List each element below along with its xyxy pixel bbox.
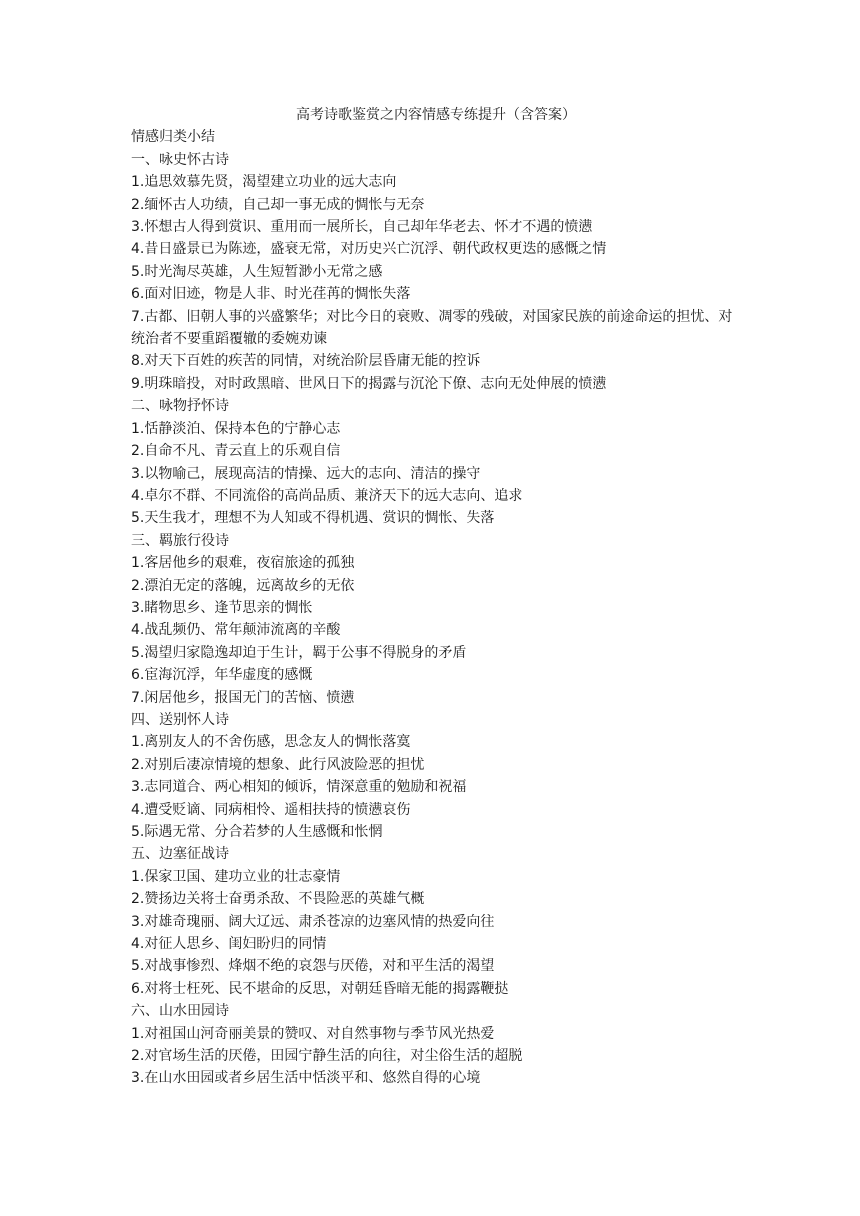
- section-5: [131, 843, 741, 1000]
- section-item: 2.缅怀古人功绩，自己却一事无成的惆怅与无奈: [131, 196, 425, 213]
- section-1: [131, 149, 741, 395]
- section-heading: 四、送别怀人诗: [131, 711, 229, 728]
- section-item: 2.对官场生活的厌倦，田园宁静生活的向往，对尘俗生活的超脱: [131, 1048, 523, 1065]
- section-item: 3.睹物思乡、逢节思亲的惆怅: [131, 599, 313, 616]
- section-item: 1.对祖国山河奇丽美景的赞叹、对自然事物与季节风光热爱: [131, 1025, 495, 1042]
- section-item: 1.客居他乡的艰难，夜宿旅途的孤独: [131, 555, 355, 572]
- section-item: 8.对天下百姓的疾苦的同情，对统治阶层昏庸无能的控诉: [131, 353, 481, 370]
- section-2: [131, 395, 741, 529]
- section-item: 1.追思效慕先贤，渴望建立功业的远大志向: [131, 174, 397, 191]
- section-item: 4.昔日盛景已为陈迹，盛衰无常，对历史兴亡沉浮、朝代政权更迭的感慨之情: [131, 241, 607, 258]
- section-item: 5.天生我才，理想不为人知或不得机遇、赏识的惆怅、失落: [131, 510, 495, 527]
- section-item: 3.志同道合、两心相知的倾诉，情深意重的勉励和祝福: [131, 779, 467, 796]
- document-page: [131, 104, 741, 1090]
- section-item: 4.战乱频仍、常年颠沛流离的辛酸: [131, 622, 341, 639]
- section-heading: 六、山水田园诗: [131, 1003, 229, 1020]
- section-6: [131, 1000, 741, 1090]
- section-item: 2.自命不凡、青云直上的乐观自信: [131, 443, 341, 460]
- section-item: 3.怀想古人得到赏识、重用而一展所长，自己却年华老去、怀才不遇的愤懑: [131, 219, 593, 236]
- section-item: 5.时光淘尽英雄，人生短暂渺小无常之感: [131, 263, 383, 280]
- section-item: 2.赞扬边关将士奋勇杀敌、不畏险恶的英雄气概: [131, 891, 425, 908]
- sections-container: [131, 149, 741, 1090]
- section-item: 3.对雄奇瑰丽、阔大辽远、肃杀苍凉的边塞风情的热爱向往: [131, 913, 495, 930]
- section-4: [131, 709, 741, 843]
- section-item: 2.对别后凄凉情境的想象、此行风波险恶的担忧: [131, 756, 425, 773]
- section-item: 7.古都、旧朝人事的兴盛繁华；对比今日的衰败、凋零的残破，对国家民族的前途命运的担忧、对统治者不要重蹈覆辙的委婉劝谏: [131, 308, 733, 348]
- section-item: 6.宦海沉浮，年华虚度的感慨: [131, 667, 313, 684]
- section-item: 6.对将士枉死、民不堪命的反思，对朝廷昏暗无能的揭露鞭挞: [131, 980, 509, 997]
- section-item: 3.在山水田园或者乡居生活中恬淡平和、悠然自得的心境: [131, 1070, 481, 1087]
- section-item: 7.闲居他乡，报国无门的苦恼、愤懑: [131, 689, 355, 706]
- section-heading: 三、羁旅行役诗: [131, 532, 229, 549]
- section-item: 4.遭受贬谪、同病相怜、遥相扶持的愤懑哀伤: [131, 801, 411, 818]
- section-item: 1.保家卫国、建功立业的壮志豪情: [131, 868, 341, 885]
- section-item: 6.面对旧迹，物是人非、时光荏苒的惆怅失落: [131, 286, 411, 303]
- section-heading: 五、边塞征战诗: [131, 846, 229, 863]
- document-subtitle: 情感归类小结: [131, 129, 215, 146]
- section-item: 5.对战事惨烈、烽烟不绝的哀怨与厌倦，对和平生活的渴望: [131, 958, 495, 975]
- section-item: 4.对征人思乡、闺妇盼归的同情: [131, 936, 327, 953]
- section-item: 3.以物喻己，展现高洁的情操、远大的志向、清洁的操守: [131, 465, 481, 482]
- section-3: [131, 530, 741, 709]
- section-item: 9.明珠暗投，对时政黑暗、世风日下的揭露与沉沦下僚、志向无处伸展的愤懑: [131, 375, 607, 392]
- document-title: 高考诗歌鉴赏之内容情感专练提升（含答案）: [296, 107, 576, 123]
- section-item: 5.渴望归家隐逸却迫于生计，羁于公事不得脱身的矛盾: [131, 644, 467, 661]
- section-item: 4.卓尔不群、不同流俗的高尚品质、兼济天下的远大志向、追求: [131, 487, 523, 504]
- section-item: 5.际遇无常、分合若梦的人生感慨和怅惘: [131, 824, 383, 840]
- section-item: 2.漂泊无定的落魄，远离故乡的无依: [131, 577, 355, 594]
- section-heading: 一、咏史怀古诗: [131, 151, 229, 168]
- section-heading: 二、咏物抒怀诗: [131, 398, 229, 415]
- section-item: 1.恬静淡泊、保持本色的宁静心志: [131, 420, 341, 437]
- section-item: 1.离别友人的不舍伤感，思念友人的惆怅落寞: [131, 734, 411, 751]
